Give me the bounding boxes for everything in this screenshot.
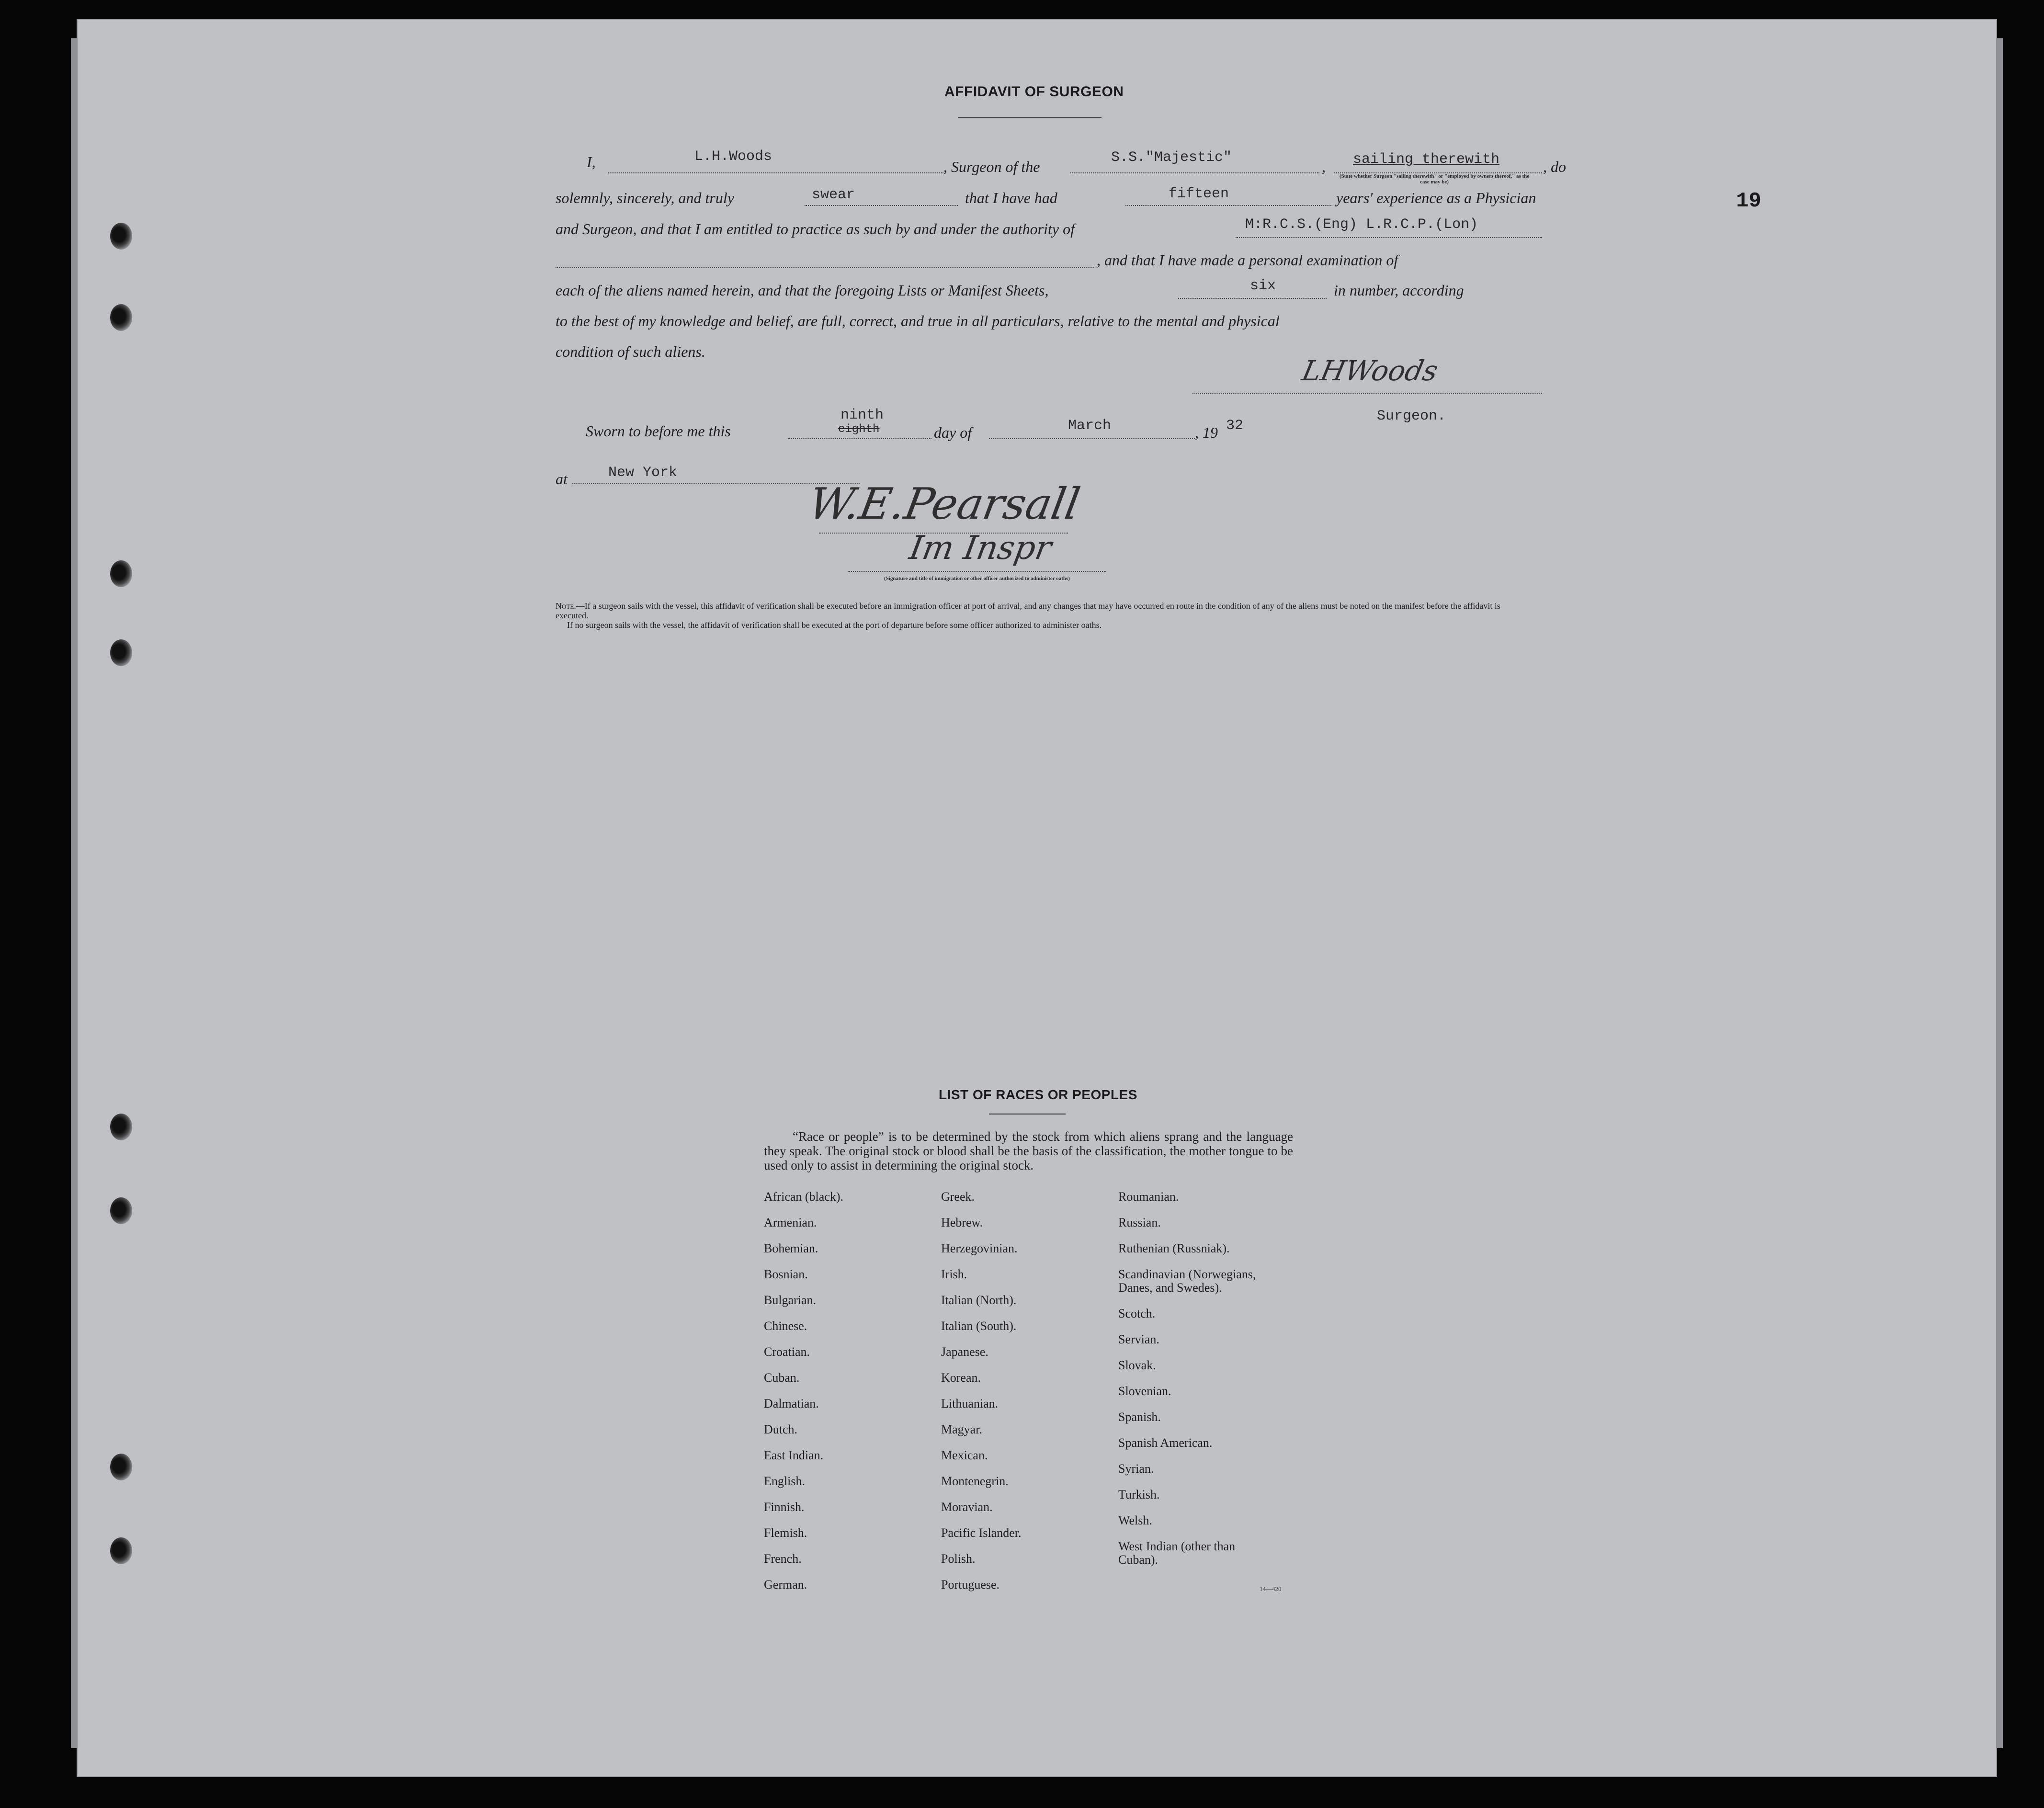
affidavit-text: Sworn to before me this bbox=[586, 422, 731, 440]
years-field: fifteen bbox=[1169, 186, 1229, 202]
race-item: Greek. bbox=[941, 1190, 975, 1204]
race-item: Spanish American. bbox=[1118, 1436, 1213, 1450]
race-item: Italian (North). bbox=[941, 1293, 1017, 1307]
form-code: 14—420 bbox=[1260, 1585, 1282, 1592]
race-item: Spanish. bbox=[1118, 1410, 1161, 1424]
place-field: New York bbox=[608, 465, 678, 481]
surgeon-name-field: L.H.Woods bbox=[694, 148, 772, 165]
title-rule bbox=[958, 117, 1101, 118]
race-item: Croatian. bbox=[764, 1345, 810, 1359]
oath-line bbox=[805, 205, 958, 206]
race-item: Dutch. bbox=[764, 1422, 798, 1436]
binder-hole bbox=[110, 1454, 132, 1480]
race-item: Japanese. bbox=[941, 1345, 988, 1359]
years-line bbox=[1125, 205, 1331, 206]
officer-title-signature: Im Inspr bbox=[907, 529, 1055, 567]
race-item: Magyar. bbox=[941, 1422, 982, 1436]
race-item: Montenegrin. bbox=[941, 1474, 1009, 1488]
oath-field: swear bbox=[812, 187, 855, 203]
note-text: If no surgeon sails with the vessel, the affidavit of verification shall be executed at the port of departure before some officer authorized to administer oaths. bbox=[567, 620, 1102, 630]
race-item: Slovak. bbox=[1118, 1358, 1156, 1372]
affidavit-title: AFFIDAVIT OF SURGEON bbox=[944, 84, 1124, 100]
binder-hole bbox=[110, 639, 132, 666]
race-item: East Indian. bbox=[764, 1448, 824, 1462]
race-item: Polish. bbox=[941, 1552, 976, 1566]
authority-line bbox=[1236, 237, 1542, 238]
affidavit-text: , Surgeon of the bbox=[943, 158, 1040, 175]
month-field: March bbox=[1068, 418, 1112, 434]
affidavit-text: in number, according bbox=[1334, 282, 1464, 299]
day-field: ninth bbox=[840, 407, 884, 423]
race-item: Pacific Islander. bbox=[941, 1526, 1022, 1540]
year-field: 32 bbox=[1226, 418, 1244, 434]
page-right-edge bbox=[1996, 38, 2003, 1748]
surgeon-signature-line bbox=[1192, 393, 1542, 394]
race-item: Portuguese. bbox=[941, 1578, 1000, 1592]
race-item: Scotch. bbox=[1118, 1307, 1156, 1320]
surgeon-label: Surgeon. bbox=[1377, 408, 1446, 424]
races-title: LIST OF RACES OR PEOPLES bbox=[939, 1087, 1137, 1102]
affidavit-text: to the best of my knowledge and belief, are full, correct, and true in all particulars, relative to the mental and physical bbox=[556, 312, 1280, 330]
authority-continuation-line bbox=[556, 267, 1094, 268]
officer-caption: (Signature and title of immigration or other officer authorized to administer oaths) bbox=[884, 576, 1070, 581]
relation-note: (State whether Surgeon "sailing therewith" or "employed by owners thereof," as the case may be) bbox=[1339, 173, 1530, 185]
binder-hole bbox=[110, 1114, 132, 1140]
race-item: Herzegovinian. bbox=[941, 1241, 1018, 1255]
race-item: Lithuanian. bbox=[941, 1397, 999, 1410]
race-item: Bosnian. bbox=[764, 1267, 808, 1281]
binder-hole bbox=[110, 304, 132, 331]
race-item: Moravian. bbox=[941, 1500, 993, 1514]
document-page bbox=[77, 19, 1997, 1777]
race-item: French. bbox=[764, 1552, 802, 1566]
race-item: Bohemian. bbox=[764, 1241, 818, 1255]
race-item: African (black). bbox=[764, 1190, 844, 1204]
affidavit-text: I, bbox=[587, 153, 596, 171]
race-item: Flemish. bbox=[764, 1526, 807, 1540]
vessel-field: S.S."Majestic" bbox=[1111, 149, 1232, 166]
race-item: Syrian. bbox=[1118, 1462, 1154, 1476]
struck-day: eighth bbox=[838, 423, 880, 436]
count-field: six bbox=[1250, 278, 1276, 294]
affidavit-text: day of bbox=[934, 424, 972, 441]
race-item: English. bbox=[764, 1474, 805, 1488]
affidavit-text: and Surgeon, and that I am entitled to practice as such by and under the authority of bbox=[556, 220, 1075, 238]
race-item: Finnish. bbox=[764, 1500, 805, 1514]
affidavit-text: , do bbox=[1543, 158, 1566, 175]
authority-field: M:R.C.S.(Eng) L.R.C.P.(Lon) bbox=[1245, 216, 1478, 233]
month-line bbox=[989, 438, 1195, 439]
binder-hole bbox=[110, 1197, 132, 1224]
affidavit-text: , 19 bbox=[1195, 424, 1218, 441]
affidavit-note bbox=[556, 601, 1518, 630]
race-item: Roumanian. bbox=[1118, 1190, 1179, 1204]
vessel-line bbox=[1070, 172, 1319, 173]
day-line bbox=[788, 438, 931, 439]
affidavit-text: years' experience as a Physician bbox=[1336, 189, 1536, 206]
surgeon-signature: LHWoods bbox=[1299, 354, 1441, 387]
race-item: Welsh. bbox=[1118, 1513, 1152, 1527]
affidavit-text: that I have had bbox=[965, 189, 1057, 206]
race-item: Bulgarian. bbox=[764, 1293, 817, 1307]
affidavit-text: , and that I have made a personal examination of bbox=[1097, 251, 1398, 269]
race-item: Hebrew. bbox=[941, 1216, 983, 1229]
race-item: Cuban. bbox=[764, 1371, 800, 1385]
note-label: Note. bbox=[556, 601, 576, 611]
race-item: West Indian (other than Cuban). bbox=[1118, 1539, 1236, 1567]
race-item: Korean. bbox=[941, 1371, 981, 1385]
officer-title-line bbox=[848, 571, 1106, 572]
officer-signature: W.E.Pearsall bbox=[805, 479, 1084, 529]
affidavit-text: , bbox=[1322, 158, 1326, 175]
race-item: Italian (South). bbox=[941, 1319, 1017, 1333]
race-item: Turkish. bbox=[1118, 1488, 1160, 1501]
race-item: Dalmatian. bbox=[764, 1397, 819, 1410]
relation-field: sailing therewith bbox=[1353, 151, 1500, 168]
affidavit-text: at bbox=[556, 470, 568, 488]
race-item: Servian. bbox=[1118, 1332, 1159, 1346]
race-item: Irish. bbox=[941, 1267, 967, 1281]
races-intro: “Race or people” is to be determined by the stock from which aliens sprang and the language they speak. The original stock or blood shall be the basis of the classification, the mother tongue to be used only to assist in determining the original stock. bbox=[764, 1129, 1293, 1172]
count-line bbox=[1178, 298, 1327, 299]
binder-hole bbox=[110, 560, 132, 587]
race-item: Mexican. bbox=[941, 1448, 988, 1462]
binder-hole bbox=[110, 1537, 132, 1564]
race-item: Russian. bbox=[1118, 1216, 1161, 1229]
race-item: Scandinavian (Norwegians, Danes, and Swedes). bbox=[1118, 1267, 1256, 1295]
affidavit-text: solemnly, sincerely, and truly bbox=[556, 189, 734, 206]
binder-hole bbox=[110, 223, 132, 250]
race-item: German. bbox=[764, 1578, 807, 1592]
page-number: 19 bbox=[1736, 189, 1761, 213]
affidavit-text: condition of such aliens. bbox=[556, 343, 705, 360]
race-item: Ruthenian (Russniak). bbox=[1118, 1241, 1230, 1255]
race-item: Chinese. bbox=[764, 1319, 807, 1333]
race-item: Slovenian. bbox=[1118, 1384, 1171, 1398]
affidavit-text: each of the aliens named herein, and that the foregoing Lists or Manifest Sheets, bbox=[556, 282, 1049, 299]
surgeon-name-line bbox=[608, 172, 943, 173]
race-item: Armenian. bbox=[764, 1216, 817, 1229]
note-text: —If a surgeon sails with the vessel, this affidavit of verification shall be executed before an immigration officer at port of arrival, and any changes that may have occurred en route in the condition of any of the aliens must be noted on the manifest before the affidavit is executed. bbox=[556, 601, 1500, 620]
page-left-edge bbox=[71, 38, 78, 1748]
